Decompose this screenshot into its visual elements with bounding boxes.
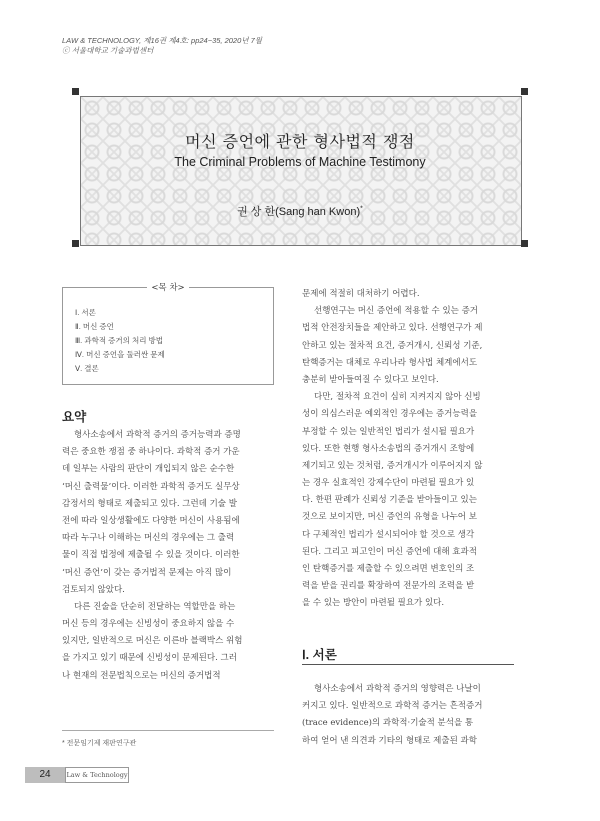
intro-line: 하여 얻어 낸 의견과 기타의 형태로 제출된 과학 [302, 735, 477, 746]
abstract-line: 안하고 있는 절차적 요건, 증거개시, 신뢰성 기준, [302, 340, 483, 351]
abstract-right-column [302, 286, 514, 613]
abstract-line: 다만, 절차적 요건이 심히 지켜지지 않아 신빙 [314, 392, 481, 403]
abstract-line: 따라 누구나 이해하는 머신의 경우에는 그 출력 [62, 533, 235, 544]
toc-item: Ⅰ. 서론 [75, 308, 96, 317]
abstract-line: 문제에 적절히 대처하기 어렵다. [302, 289, 420, 299]
toc-title-wrap [63, 281, 273, 293]
abstract-line: 형사소송에서 과학적 증거의 증거능력과 증명 [74, 430, 241, 440]
page-label: Law & Technology [66, 771, 128, 779]
abstract-line: 제기되고 있는 것처럼, 증거개시가 이루어지지 않 [302, 460, 483, 471]
abstract-line: 탄핵증거는 대체로 우리나라 형사법 체계에서도 [302, 357, 478, 368]
abstract-line: 는 경우 실효적인 강제수단이 마련될 필요가 있 [302, 478, 475, 489]
abstract-line: ‘머신 증언’이 갖는 증거법적 문제는 아직 많이 [62, 567, 232, 578]
footnote-rule [62, 730, 274, 731]
abstract-line: 력을 받을 권리를 확장하여 전문가의 조력을 받 [302, 581, 475, 592]
abstract-line: 을 수 있는 방안이 마련될 필요가 있다. [302, 598, 445, 609]
journal-copyright: ⓒ 서울대학교 기술과법센터 [62, 46, 154, 55]
title-english: The Criminal Problems of Machine Testimony [174, 155, 426, 169]
intro-line: 형사소송에서 과학적 증거의 영향력은 나날이 [314, 684, 481, 694]
toc-item: Ⅲ. 과학적 증거의 처리 방법 [75, 336, 164, 345]
toc-list [75, 306, 165, 376]
title-korean: 머신 증언에 관한 형사법적 쟁점 [185, 132, 415, 151]
author-footnote-mark: * [360, 205, 363, 213]
abstract-line: 부정할 수 있는 일반적인 법리가 설시될 필요가 [302, 426, 475, 437]
toc-item: Ⅴ. 결론 [75, 364, 99, 373]
abstract-left-column [62, 427, 274, 685]
abstract-line: 법적 안전장치들을 제안하고 있다. 선행연구가 제 [302, 323, 483, 334]
abstract-heading: 요약 [62, 410, 87, 424]
abstract-line: 다. 한편 판례가 신뢰성 기준을 받아들이고 있는 [302, 495, 477, 506]
abstract-line: 을 가지고 있기 때문에 신빙성이 문제된다. 그러 [62, 653, 237, 664]
abstract-line: 성이 의심스러운 예외적인 경우에는 증거능력을 [302, 409, 478, 420]
section-heading-introduction: Ⅰ. 서론 [302, 648, 337, 662]
intro-line: (trace evidence)의 과학적·기술적 분석을 통 [302, 718, 474, 729]
introduction-text [302, 681, 514, 750]
abstract-line: 감정서의 형태로 제출되고 있다. 그런데 기술 발 [62, 498, 237, 509]
toc-item: Ⅱ. 머신 증언 [75, 322, 114, 331]
journal-citation: LAW & TECHNOLOGY, 제16권 제4호: pp24~35, 2020년 7월 [62, 36, 263, 45]
abstract-line: 인 탄핵증거를 제출할 수 있으려면 변호인의 조 [302, 564, 475, 574]
abstract-line: 다 구체적인 법리가 설시되어야 할 것으로 생각 [302, 529, 475, 540]
corner-mark-tr [521, 88, 528, 95]
corner-mark-bl [72, 240, 79, 247]
abstract-line: 있다. 또한 현행 형사소송법의 증거개시 조항에 [302, 443, 475, 454]
abstract-line: 머신 등의 경우에는 신빙성이 중요하지 않을 수 [62, 619, 235, 630]
abstract-line: 다른 진술을 단순히 전달하는 역할만을 하는 [74, 601, 236, 612]
abstract-line: 선행연구는 머신 증언에 적용할 수 있는 증거 [314, 306, 479, 317]
abstract-line: 충분히 받아들여질 수 있다고 보인다. [302, 374, 439, 385]
abstract-line: ‘머신 출력물’이다. 이러한 과학적 증거도 실무상 [62, 481, 240, 492]
journal-info [62, 36, 262, 56]
abstract-line: 것으로 보이지만, 머신 증언의 유형을 나누어 보 [302, 512, 477, 523]
table-of-contents [62, 283, 274, 385]
abstract-line: 나 현재의 전문법칙으로는 머신의 증거법적 [62, 670, 221, 681]
abstract-line: 물이 직접 법정에 제출될 수 있을 것이다. 이러한 [62, 550, 240, 561]
section-rule [302, 664, 514, 665]
corner-mark-tl [72, 88, 79, 95]
intro-line: 커지고 있다. 일반적으로 과학적 증거는 흔적증거 [302, 701, 483, 712]
abstract-line: 된다. 그리고 피고인이 머신 증언에 대해 효과적 [302, 546, 477, 557]
page-number: 24 [39, 769, 51, 780]
toc-title: <목 차> [147, 283, 188, 293]
abstract-line: 있지만, 일반적으로 머신은 이른바 블랙박스 위험 [62, 636, 243, 647]
abstract-line: 력은 중요한 쟁점 중 하나이다. 과학적 증거 가운 [62, 447, 240, 458]
abstract-line: 검토되지 않았다. [62, 584, 125, 595]
abstract-line: 전에 따라 일상생활에도 다양한 머신이 사용됨에 [62, 515, 240, 526]
footnote: * 전문임기제 재판연구관 [62, 740, 137, 747]
corner-mark-br [521, 240, 528, 247]
author-name: 권 상 한(Sang han Kwon) [237, 206, 361, 218]
abstract-line: 데 일부는 사람의 판단이 개입되지 않은 순수한 [62, 464, 235, 475]
toc-item: Ⅳ. 머신 증언을 둘러싼 문제 [75, 350, 165, 359]
author [80, 203, 520, 219]
title-banner [80, 96, 522, 246]
